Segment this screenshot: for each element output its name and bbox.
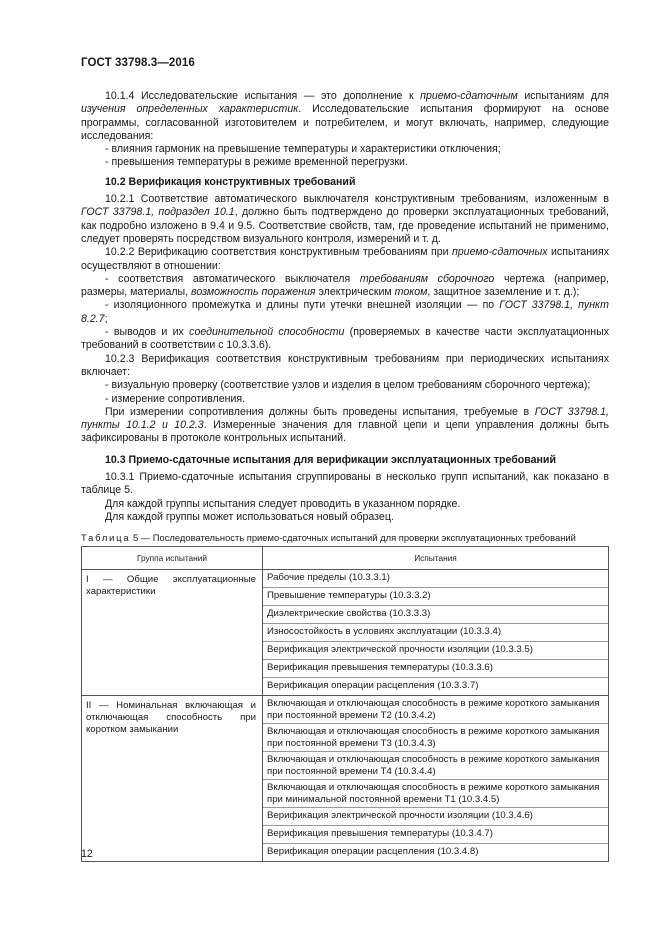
test-item: Включающая и отключающая способность в режиме короткого замыкания при минимальной постоянной времени T1 (10.3.4.5) [263,780,608,808]
test-item: Износостойкость в условиях эксплуатации (10.3.3.4) [263,624,608,642]
test-group-name: II — Номинальная включающая и отключающая способность при коротком замыкании [82,696,263,862]
list-item: - соответствия автоматического выключателя требованиям сборочного чертежа (например, размеры, материалы, возможность поражения электрическим током, защитное заземление и т. д.); [81,272,609,299]
paragraph-10-1-4: 10.1.4 Исследовательские испытания — это дополнение к приемо-сдаточным испытаниям для изучения определенных характеристик. Исследовательские испытания формируют на основе программы, согласованной изготовителем и потребителем, и могут включать, например, следующие исследования: [81,90,610,142]
test-item: Верификация превышения температуры (10.3.3.6) [263,660,608,678]
test-item: Рабочие пределы (10.3.3.1) [263,570,608,588]
test-list [263,570,609,696]
paragraph-10-2-1: 10.2.1 Соответствие автоматического выключателя конструктивным требованиям, изложенным в ГОСТ 33798.1, подраздел 10.1, должно быть подтверждено до проверки эксплуатационных требований, как подробно изложено в 9.4 и 9.5. Соответствие свойств, там, где проведение испытаний не применимо, следует проверять посредством визуального контроля, измерений и т. д. [81,193,609,245]
paragraph: Для каждой группы может использоваться новый образец. [105,510,394,523]
test-item: Диэлектрические свойства (10.3.3.3) [263,606,608,624]
list-item: - измерение сопротивления. [105,392,246,405]
paragraph-resistance: При измерении сопротивления должны быть проведены испытания, требуемые в ГОСТ 33798.1, пункты 10.1.2 и 10.2.3. Измеренные значения для главной цепи и цепи управления должны быть зафиксированы в протоколе контрольных испытаний. [81,405,610,445]
section-heading-10-2: 10.2 Верификация конструктивных требований [105,175,356,188]
test-item: Верификация превышения температуры (10.3.4.7) [263,826,608,844]
table-caption: Таблица 5 — Последовательность приемо-сдаточных испытаний для проверки эксплуатационных требований [81,532,576,544]
test-item: Верификация операции расцепления (10.3.3.7) [267,680,479,692]
test-item: Верификация электрической прочности изоляции (10.3.3.5) [263,642,608,660]
test-group-name: I — Общие эксплуатационные характеристики [82,570,263,696]
test-item: Превышение температуры (10.3.3.2) [263,588,608,606]
list-item: - влияния гармоник на превышение температуры и характеристики отключения; [105,143,501,156]
page-number: 12 [81,848,93,860]
list-item: - превышения температуры в режиме временной перегрузки. [105,156,408,169]
test-item: Включающая и отключающая способность в режиме короткого замыкания при постоянной времени T2 (10.3.4.2) [263,696,608,724]
paragraph-10-2-3: 10.2.3 Верификация соответствия конструктивным требованиям при периодических испытаниях включает: [81,352,609,378]
column-header-tests: Испытания [263,547,609,570]
document-body [81,90,609,862]
list-item: - выводов и их соединительной способности (проверяемых в качестве части эксплуатационных требований в соответствии с 10.3.3.6). [81,326,609,352]
table-row [82,696,609,862]
paragraph-10-2-2: 10.2.2 Верификацию соответствия конструктивным требованиям при приемо-сдаточных испытаниях осуществляют в отношении: [81,246,610,272]
test-item: Включающая и отключающая способность в режиме короткого замыкания при постоянной времени T3 (10.3.4.3) [263,724,608,752]
column-header-group: Группа испытаний [82,547,263,570]
section-heading-10-3: 10.3 Приемо-сдаточные испытания для верификации эксплуатационных требований [105,453,556,466]
test-list [263,696,609,862]
list-item: - изоляционного промежутка и длины пути утечки внешней изоляции — по ГОСТ 33798.1, пункт 8.2.7; [81,299,609,325]
paragraph-10-3-1: 10.3.1 Приемо-сдаточные испытания сгруппированы в несколько групп испытаний, как показано в таблице 5. [81,471,609,497]
test-item: Верификация операции расцепления (10.3.4.8) [267,846,479,858]
table-row [82,570,609,696]
list-item: - визуальную проверку (соответствие узлов и изделия в целом требованиям сборочного чертежа); [105,379,591,392]
tests-table [81,546,609,862]
table-header-row [82,547,609,570]
test-item: Включающая и отключающая способность в режиме короткого замыкания при постоянной времени T4 (10.3.4.4) [263,752,608,780]
test-item: Верификация электрической прочности изоляции (10.3.4.6) [263,808,608,826]
document-header: ГОСТ 33798.3—2016 [81,57,195,69]
paragraph: Для каждой группы испытания следует проводить в указанном порядке. [105,497,461,510]
